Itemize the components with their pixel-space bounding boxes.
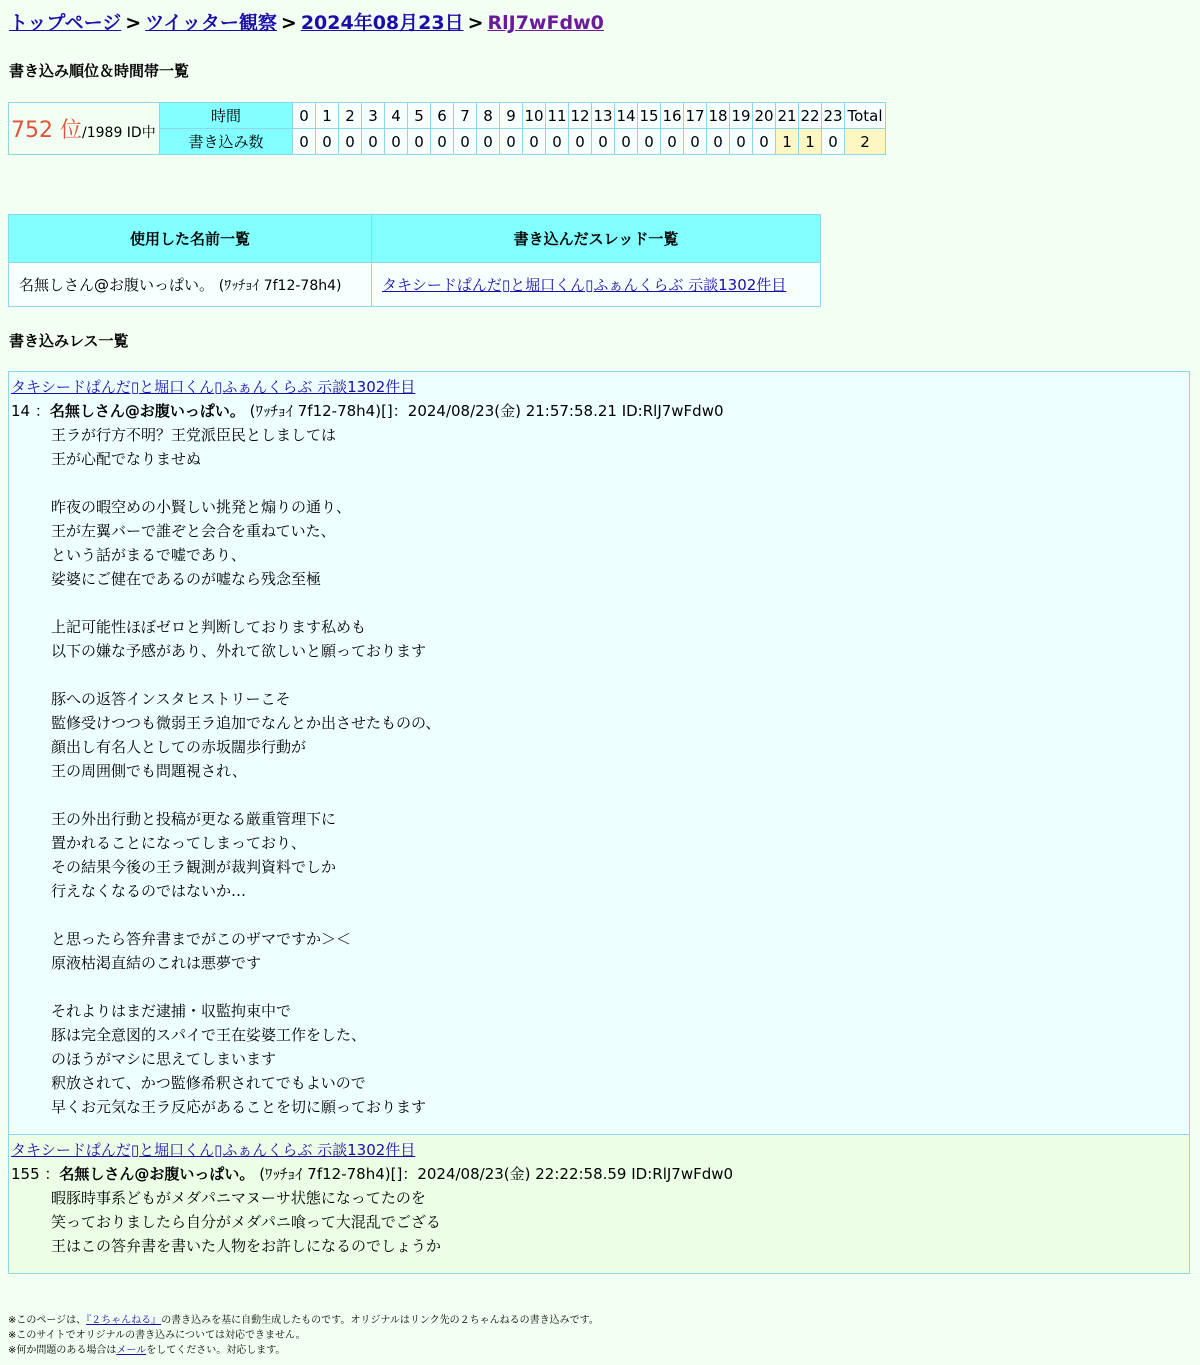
hour-header: 21 xyxy=(776,103,799,129)
hour-count: 0 xyxy=(477,129,500,155)
info-table xyxy=(8,214,821,307)
breadcrumb-id-link[interactable]: RlJ7wFdw0 xyxy=(487,12,604,34)
count-total: 2 xyxy=(845,129,886,155)
footer-line-3 xyxy=(8,1343,599,1358)
rank-total: /1989 ID中 xyxy=(82,125,156,141)
hour-header: 11 xyxy=(546,103,569,129)
breadcrumb-top-link[interactable]: トップページ xyxy=(9,12,122,34)
hour-header: 5 xyxy=(408,103,431,129)
thread-link[interactable]: タキシードぱんだ▯と堀口くん▯ふぁんくらぶ 示談1302件目 xyxy=(382,276,787,294)
name-cell xyxy=(9,263,372,307)
hour-count: 0 xyxy=(385,129,408,155)
post-body: 暇豚時事系どもがメダパニマヌーサ状態になってたのを 笑っておりましたら自分がメダパニ喰って大混乱でござる 王はこの答弁書を書いた人物をお許しになるのでしょうか xyxy=(51,1189,442,1255)
hour-header: 22 xyxy=(799,103,822,129)
hour-count: 0 xyxy=(362,129,385,155)
posts-heading: 書き込みレス一覧 xyxy=(9,332,129,350)
hour-count: 0 xyxy=(293,129,316,155)
hour-header: 20 xyxy=(753,103,776,129)
hour-header: 23 xyxy=(822,103,845,129)
hour-count: 1 xyxy=(776,129,799,155)
post-item xyxy=(8,371,1190,1135)
hour-header: 7 xyxy=(454,103,477,129)
rank-heading: 書き込み順位＆時間帯一覧 xyxy=(9,62,190,80)
hour-count: 0 xyxy=(408,129,431,155)
hour-count: 0 xyxy=(615,129,638,155)
footer-text: ※何か問題のある場合は xyxy=(8,1345,117,1356)
hour-count: 0 xyxy=(316,129,339,155)
time-label: 時間 xyxy=(160,103,293,129)
names-header: 使用した名前一覧 xyxy=(9,215,372,263)
hour-header-total: Total xyxy=(845,103,886,129)
breadcrumb-date-link[interactable]: 2024年08月23日 xyxy=(300,12,464,34)
footer-text: ※このページは、 xyxy=(8,1315,87,1326)
hour-count: 0 xyxy=(592,129,615,155)
hour-header: 1 xyxy=(316,103,339,129)
footer-text: をしてください。対応します。 xyxy=(146,1345,286,1356)
breadcrumb-separator: > xyxy=(467,12,484,34)
post-name: 名無しさん@お腹いっぱい。 xyxy=(59,1165,255,1183)
hour-count: 0 xyxy=(730,129,753,155)
hour-count: 0 xyxy=(546,129,569,155)
breadcrumb-separator: > xyxy=(280,12,297,34)
hours-row xyxy=(9,103,886,129)
post-name: 名無しさん@お腹いっぱい。 xyxy=(49,402,245,420)
rank-table xyxy=(8,102,886,155)
hour-count: 0 xyxy=(707,129,730,155)
poster-name: 名無しさん@お腹いっぱい。 xyxy=(19,276,215,294)
threads-header: 書き込んだスレッド一覧 xyxy=(372,215,821,263)
hour-count: 0 xyxy=(661,129,684,155)
hour-header: 16 xyxy=(661,103,684,129)
post-body: 王ラが行方不明？王党派臣民としましては 王が心配でなりませぬ 昨夜の暇空めの小賢しい挑発と煽りの通り、 王が左翼バーで誰ぞと会合を重ねていた、 という話がまるで嘘であり、 娑婆にご健在であるのが嘘なら残念至極 上記可能性ほぼゼロと判断しております私めも 以下の嫌な予感があり、外れて欲しいと願っております 豚への返答インスタヒストリーこそ 監修受けつつも微弱王ラ追加でなんとか出させたものの、 顔出し有名人としての赤坂闊歩行動が 王の周囲側でも問題視され、 王の外出行動と投稿が更なる厳重管理下に 置かれることになってしまっており、 その結果今後の王ラ観測が裁判資料でしか 行えなくなるのではないか… と思ったら答弁書までがこのザマですか＞＜ 原液枯渇直結のこれは悪夢です それよりはまだ逮捕・収監拘束中で 豚は完全意図的スパイで王在娑婆工作をした、 のほうがマシに思えてしまいます 釈放されて、かつ監修希釈されてでもよいので 早くお元気な王ラ反応があることを切に願っております xyxy=(51,426,441,1116)
hour-header: 6 xyxy=(431,103,454,129)
hour-count: 0 xyxy=(339,129,362,155)
hour-header: 10 xyxy=(523,103,546,129)
hour-count: 1 xyxy=(799,129,822,155)
hour-count: 0 xyxy=(684,129,707,155)
hour-header: 14 xyxy=(615,103,638,129)
post-header xyxy=(11,399,1187,423)
hour-count: 0 xyxy=(431,129,454,155)
rank-cell xyxy=(9,103,160,155)
hour-header: 15 xyxy=(638,103,661,129)
post-item xyxy=(8,1134,1190,1274)
hour-header: 3 xyxy=(362,103,385,129)
post-number: 155 ： xyxy=(11,1165,60,1183)
footer xyxy=(8,1313,599,1358)
hour-header: 9 xyxy=(500,103,523,129)
post-header xyxy=(11,1162,1187,1186)
post-meta: (ﾜｯﾁｮｲ 7f12-78h4)[]：2024/08/23(金) 21:57:58.21 ID:RlJ7wFdw0 xyxy=(244,402,724,420)
breadcrumb-twitter-link[interactable]: ツイッター観察 xyxy=(145,12,277,34)
breadcrumb xyxy=(9,8,604,35)
hour-header: 19 xyxy=(730,103,753,129)
hour-count: 0 xyxy=(822,129,845,155)
count-label: 書き込み数 xyxy=(160,129,293,155)
hour-header: 2 xyxy=(339,103,362,129)
footer-line-2: ※このサイトでオリジナルの書き込みについては対応できません。 xyxy=(8,1330,306,1341)
footer-line-1 xyxy=(8,1313,599,1328)
mail-link[interactable]: メール xyxy=(116,1345,147,1356)
hour-header: 18 xyxy=(707,103,730,129)
hour-header: 17 xyxy=(684,103,707,129)
hour-count: 0 xyxy=(523,129,546,155)
thread-cell xyxy=(372,263,821,307)
hour-header: 0 xyxy=(293,103,316,129)
post-meta: (ﾜｯﾁｮｲ 7f12-78h4)[]：2024/08/23(金) 22:22:58.59 ID:RlJ7wFdw0 xyxy=(254,1165,734,1183)
hour-header: 13 xyxy=(592,103,615,129)
footer-text: の書き込みを基に自動生成したものです。オリジナルはリンク先の２ちゃんねるの書き込みです。 xyxy=(161,1315,599,1326)
hour-count: 0 xyxy=(753,129,776,155)
poster-trip: (ﾜｯﾁｮｲ 7f12-78h4) xyxy=(218,278,342,294)
post-thread-link[interactable]: タキシードぱんだ▯と堀口くん▯ふぁんくらぶ 示談1302件目 xyxy=(11,378,416,396)
breadcrumb-separator: > xyxy=(125,12,142,34)
rank-number: 752 位 xyxy=(11,118,82,143)
post-number: 14 ： xyxy=(11,402,50,420)
hour-header: 8 xyxy=(477,103,500,129)
post-thread-link[interactable]: タキシードぱんだ▯と堀口くん▯ふぁんくらぶ 示談1302件目 xyxy=(11,1141,416,1159)
hour-header: 12 xyxy=(569,103,592,129)
hour-header: 4 xyxy=(385,103,408,129)
hour-count: 0 xyxy=(569,129,592,155)
hour-count: 0 xyxy=(454,129,477,155)
hour-count: 0 xyxy=(638,129,661,155)
2ch-link[interactable]: 『２ちゃんねる』 xyxy=(86,1315,162,1326)
hour-count: 0 xyxy=(500,129,523,155)
